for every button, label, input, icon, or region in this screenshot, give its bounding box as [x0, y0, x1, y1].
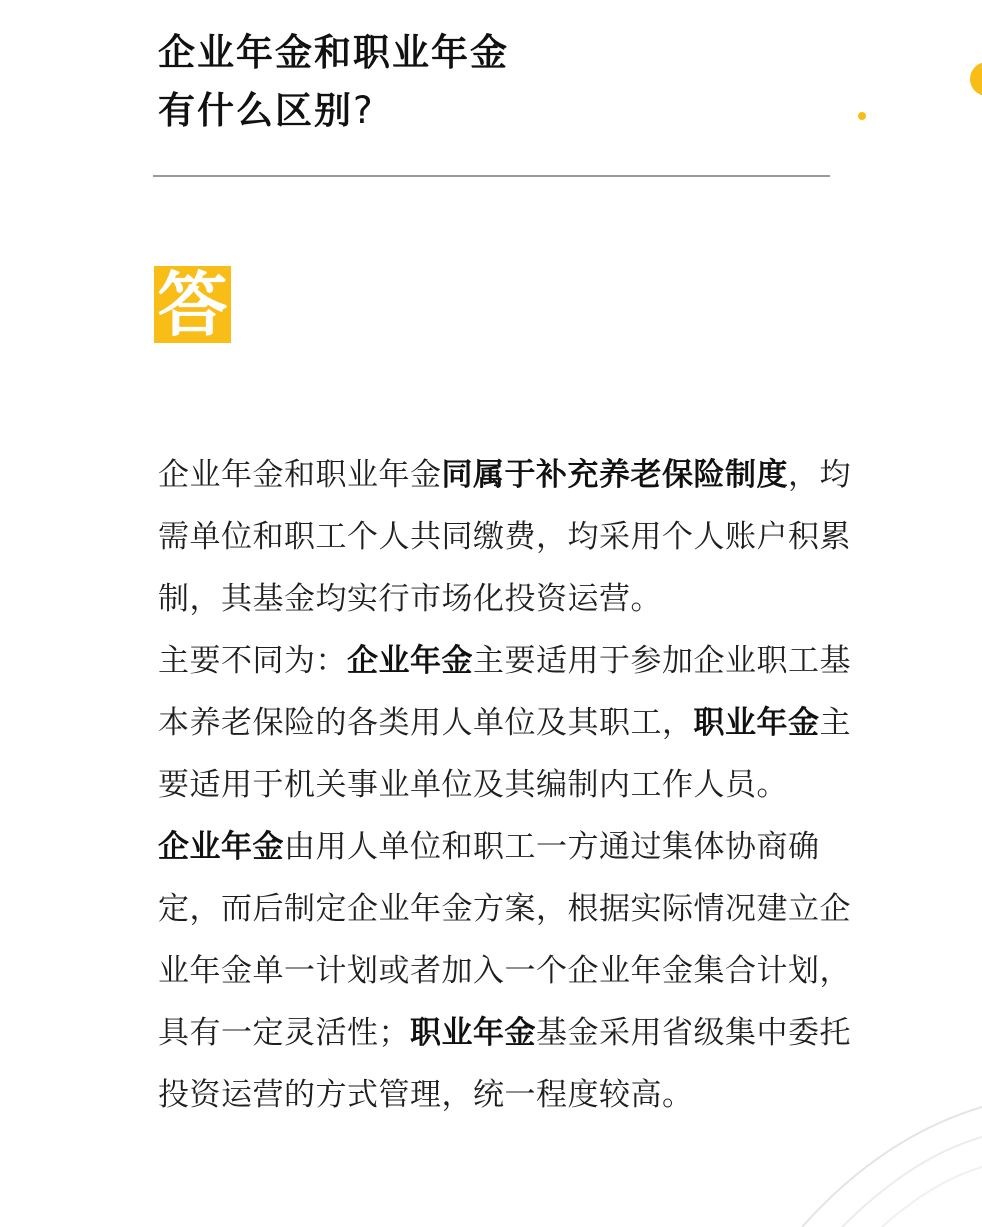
answer-body	[158, 444, 882, 1126]
highlight-text: 职业年金	[693, 705, 820, 741]
paragraph-text: 企业年金和职业年金	[158, 457, 442, 493]
page-title	[158, 24, 509, 140]
title-line-2	[158, 82, 509, 140]
title-divider	[153, 175, 830, 177]
paragraph-text: 主要适用于机关事业单位及其编制内工作人员。	[158, 705, 851, 803]
highlight-text: 同属于补充养老保险制度	[441, 457, 788, 493]
paragraph-text: 基金采用省级集中委托投资运营的方式管理，统一程度较高。	[158, 1015, 851, 1113]
decorative-yellow-dot	[858, 112, 866, 120]
paragraph-text: ，均需单位和职工个人共同缴费，均采用个人账户积累制，其基金均实行市场化投资运营。	[158, 457, 851, 617]
answer-paragraph	[158, 630, 882, 816]
answer-paragraph	[158, 444, 882, 630]
paragraph-text: 主要适用于参加企业职工基本养老保险的各类用人单位及其职工，	[158, 643, 851, 741]
paragraph-text: 主要不同为：	[158, 643, 347, 679]
decorative-yellow-circle	[970, 62, 982, 96]
decorative-arcs	[782, 1097, 982, 1227]
highlight-text: 职业年金	[410, 1015, 536, 1051]
title-line-1: 企业年金和职业年金	[158, 31, 509, 74]
paragraph-text: 由用人单位和职工一方通过集体协商确定，而后制定企业年金方案，根据实际情况建立企业年金单一计划或者加入一个企业年金集合计划，具有一定灵活性；	[158, 829, 851, 1051]
highlight-text: 企业年金	[347, 643, 473, 679]
highlight-text: 企业年金	[158, 829, 284, 865]
title-question-mark: ?	[353, 89, 375, 132]
title-line-2-text: 有什么区别	[158, 89, 353, 132]
answer-paragraph	[158, 816, 882, 1126]
answer-badge: 答	[154, 266, 231, 343]
